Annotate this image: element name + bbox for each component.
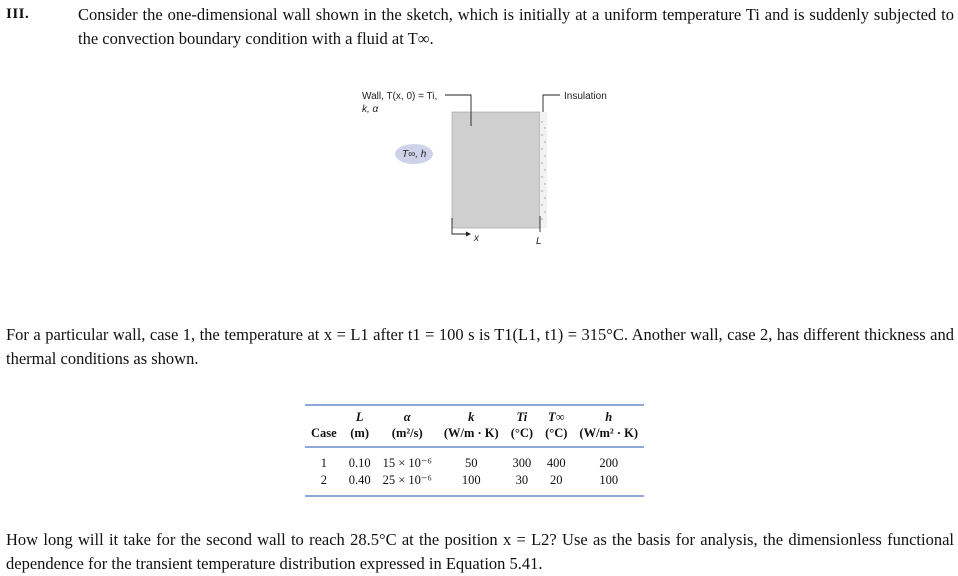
problem-number: III. — [6, 6, 30, 22]
table-cell: 50 — [465, 456, 478, 470]
table-header-cell: L — [343, 405, 377, 425]
insulation-label: Insulation — [564, 91, 607, 102]
table-cell: 1 — [320, 456, 327, 470]
table-cell: 25 × 10⁻⁶ — [377, 472, 438, 496]
table-header-cell: (°C) — [539, 425, 573, 447]
wall-label: Wall, T(x, 0) = Ti, — [362, 91, 438, 102]
table-cell: 300 — [512, 456, 532, 470]
L-label: L — [536, 236, 542, 247]
table-header-top — [305, 405, 644, 425]
x-label: x — [474, 233, 479, 244]
table-cell: 30 — [505, 472, 539, 496]
table-header-cell: (m) — [343, 425, 377, 447]
table-header-cell — [305, 405, 343, 425]
table-cell: 0.40 — [343, 472, 377, 496]
table-cell: 2 — [305, 472, 343, 496]
fluid-label: T∞, h — [402, 149, 427, 160]
table-header-cell: Case — [305, 425, 343, 447]
table-cell: 100 — [438, 472, 505, 496]
table-header-cell: Ti — [505, 405, 539, 425]
table-cell: 0.10 — [348, 456, 371, 470]
properties-table — [305, 404, 644, 497]
insulation-strip — [540, 112, 547, 228]
wall-body — [452, 112, 540, 228]
table-header-cell: (W/m² · K) — [573, 425, 644, 447]
table-cell: 200 — [599, 456, 619, 470]
table-header-cell: T∞ — [539, 405, 573, 425]
case-paragraph: For a particular wall, case 1, the temperature at x = L1 after t1 = 100 s is T1(L1, t1) = 315°C. Another wall, case 2, has different thickness and thermal conditions as shown. — [6, 325, 954, 368]
question-paragraph: How long will it take for the second wall to reach 28.5°C at the position x = L2? Use as the basis for analysis, the dimensionless functional dependence for the transient temperature distribution expressed in Equation 5.41. — [6, 530, 954, 573]
table-cell: 20 — [539, 472, 573, 496]
table-header-cell: k — [438, 405, 505, 425]
table-cell: 100 — [573, 472, 644, 496]
table-header-cell: (m²/s) — [377, 425, 438, 447]
table-cell: 400 — [546, 456, 566, 470]
insulation-leader — [543, 95, 560, 112]
intro-paragraph: Consider the one-dimensional wall shown in the sketch, which is initially at a uniform temperature Ti and is suddenly subjected to the convection boundary condition with a fluid at T∞. — [78, 5, 954, 48]
table-header-cell: (W/m · K) — [438, 425, 505, 447]
table-row — [305, 447, 644, 472]
table-header-cell: α — [377, 405, 438, 425]
wall-sketch — [340, 82, 640, 254]
x-axis-arrow — [466, 232, 471, 237]
table-header-bottom — [305, 425, 644, 447]
table-header-cell: h — [573, 405, 644, 425]
table-cell: 15 × 10⁻⁶ — [382, 456, 432, 470]
props-label: k, α — [362, 104, 379, 115]
table-row — [305, 472, 644, 496]
table-header-cell: (°C) — [505, 425, 539, 447]
